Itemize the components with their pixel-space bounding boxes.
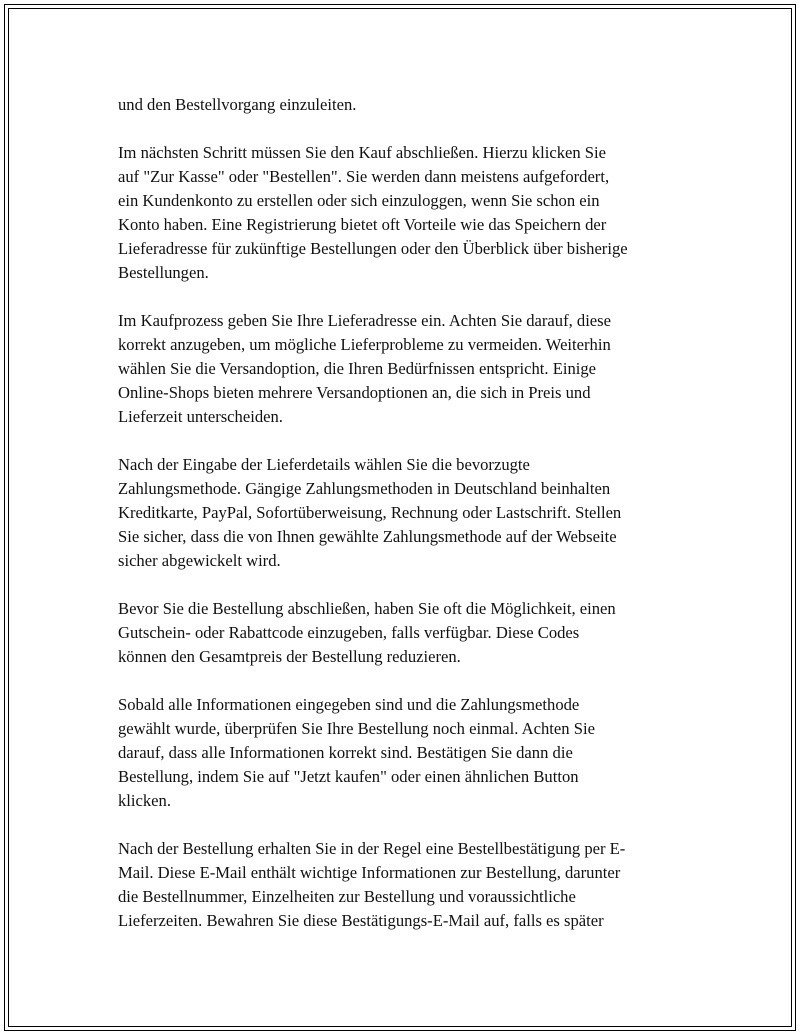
text-line: die Bestellnummer, Einzelheiten zur Bestellung und voraussichtliche <box>118 887 576 906</box>
text-line: Lieferadresse für zukünftige Bestellungen oder den Überblick über bisherige <box>118 239 628 258</box>
text-line: Zahlungsmethode. Gängige Zahlungsmethoden in Deutschland beinhalten <box>118 479 611 498</box>
paragraph-1 <box>118 93 688 117</box>
text-line: Bestellungen. <box>118 263 209 282</box>
paragraph-6 <box>118 693 688 813</box>
paragraph-2 <box>118 141 688 285</box>
paragraph-4 <box>118 453 688 573</box>
paragraph-5 <box>118 597 688 669</box>
text-line: Kreditkarte, PayPal, Sofortüberweisung, Rechnung oder Lastschrift. Stellen <box>118 503 622 522</box>
text-line: Lieferzeiten. Bewahren Sie diese Bestätigungs-E-Mail auf, falls es später <box>118 911 604 930</box>
text-line: Im Kaufprozess geben Sie Ihre Lieferadresse ein. Achten Sie darauf, diese <box>118 311 611 330</box>
text-line: sicher abgewickelt wird. <box>118 551 281 570</box>
text-line: Nach der Eingabe der Lieferdetails wählen Sie die bevorzugte <box>118 455 530 474</box>
text-line: Sobald alle Informationen eingegeben sind und die Zahlungsmethode <box>118 695 580 714</box>
text-line: Mail. Diese E-Mail enthält wichtige Informationen zur Bestellung, darunter <box>118 863 621 882</box>
document-body <box>118 93 688 957</box>
text-line: gewählt wurde, überprüfen Sie Ihre Bestellung noch einmal. Achten Sie <box>118 719 595 738</box>
text-line: Lieferzeit unterscheiden. <box>118 407 283 426</box>
text-line: wählen Sie die Versandoption, die Ihren Bedürfnissen entspricht. Einige <box>118 359 597 378</box>
text-line: darauf, dass alle Informationen korrekt sind. Bestätigen Sie dann die <box>118 743 573 762</box>
text-line: auf "Zur Kasse" oder "Bestellen". Sie werden dann meistens aufgefordert, <box>118 167 610 186</box>
text-line: Nach der Bestellung erhalten Sie in der Regel eine Bestellbestätigung per E- <box>118 839 626 858</box>
paragraph-7 <box>118 837 688 933</box>
paragraph-3 <box>118 309 688 429</box>
text-line: ein Kundenkonto zu erstellen oder sich einzuloggen, wenn Sie schon ein <box>118 191 600 210</box>
text-line: Im nächsten Schritt müssen Sie den Kauf abschließen. Hierzu klicken Sie <box>118 143 607 162</box>
text-line: Online-Shops bieten mehrere Versandoptionen an, die sich in Preis und <box>118 383 591 402</box>
text-line: können den Gesamtpreis der Bestellung reduzieren. <box>118 647 461 666</box>
text-line: und den Bestellvorgang einzuleiten. <box>118 95 357 114</box>
text-line: Bevor Sie die Bestellung abschließen, haben Sie oft die Möglichkeit, einen <box>118 599 616 618</box>
text-line: korrekt anzugeben, um mögliche Lieferprobleme zu vermeiden. Weiterhin <box>118 335 611 354</box>
text-line: Gutschein- oder Rabattcode einzugeben, falls verfügbar. Diese Codes <box>118 623 580 642</box>
text-line: klicken. <box>118 791 171 810</box>
text-line: Sie sicher, dass die von Ihnen gewählte Zahlungsmethode auf der Webseite <box>118 527 617 546</box>
text-line: Bestellung, indem Sie auf "Jetzt kaufen" oder einen ähnlichen Button <box>118 767 579 786</box>
text-line: Konto haben. Eine Registrierung bietet oft Vorteile wie das Speichern der <box>118 215 607 234</box>
